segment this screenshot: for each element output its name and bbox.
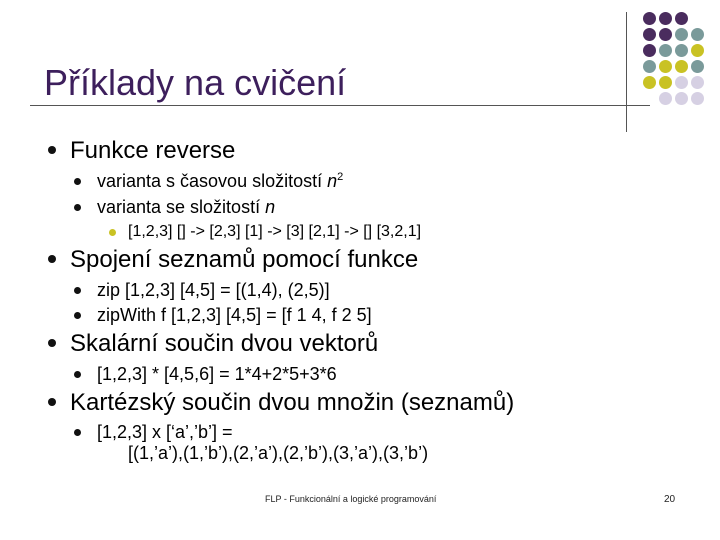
- dot-r2c1: [659, 44, 672, 57]
- bullet-text: Skalární součin dvou vektorů: [70, 330, 379, 357]
- bullet-text: [1,2,3] [] -> [2,3] [1] -> [3] [2,1] -> [] [3,2,1]: [128, 223, 422, 240]
- bullet-funkce-reverse: [70, 137, 235, 165]
- sub-bullet-zip: [97, 280, 330, 301]
- bullet-spojeni-seznamu: [70, 246, 418, 274]
- page-number: 20: [664, 494, 676, 505]
- sub-bullet-casova-slozitost: [97, 171, 343, 192]
- kartezsky-example-continuation: [(1,’a’),(1,’b’),(2,’a’),(2,’b’),(3,’a’),(3,’b’): [128, 443, 429, 463]
- variable-n: n: [265, 197, 276, 217]
- dot-r5c2: [675, 92, 688, 105]
- bullet-marker: [74, 178, 81, 185]
- dot-r3c2: [675, 60, 688, 73]
- dot-r0c1: [659, 12, 672, 25]
- bullet-skalarni-soucin: [70, 330, 378, 358]
- bullet-kartezsky-soucin: [70, 389, 514, 417]
- bullet-marker: [48, 339, 56, 347]
- dot-r2c0: [643, 44, 656, 57]
- dot-r1c3: [691, 28, 704, 41]
- bullet-marker: [48, 146, 56, 154]
- bullet-marker: [74, 312, 81, 319]
- dot-r4c1: [659, 76, 672, 89]
- dot-r1c0: [643, 28, 656, 41]
- bullet-marker: [74, 429, 81, 436]
- bullet-text: Funkce reverse: [70, 137, 236, 164]
- dot-r5c3: [691, 92, 704, 105]
- bullet-text: varianta se složitostí: [97, 197, 266, 217]
- bullet-text: zipWith f [1,2,3] [4,5] = [f 1 4, f 2 5]: [97, 305, 372, 325]
- bullet-text: Kartézský součin dvou množin (seznamů): [70, 389, 515, 416]
- title-divider-vertical: [626, 12, 627, 132]
- bullet-text: Spojení seznamů pomocí funkce: [70, 246, 419, 273]
- bullet-marker: [48, 255, 56, 263]
- bullet-text: zip [1,2,3] [4,5] = [(1,4), (2,5)]: [97, 280, 330, 300]
- bullet-marker: [74, 371, 81, 378]
- sub-bullet-skalarni-example: [97, 364, 337, 385]
- exponent: 2: [337, 171, 344, 183]
- sub-sub-bullet-reverse-trace: [128, 223, 421, 241]
- dot-r4c2: [675, 76, 688, 89]
- dot-r1c2: [675, 28, 688, 41]
- dot-r0c0: [643, 12, 656, 25]
- dot-r4c3: [691, 76, 704, 89]
- dot-r2c2: [675, 44, 688, 57]
- slide-title: Příklady na cvičení: [44, 62, 347, 103]
- bullet-marker: [48, 398, 56, 406]
- dot-r0c2: [675, 12, 688, 25]
- sub-bullet-zipwith: [97, 305, 372, 326]
- bullet-marker: [74, 287, 81, 294]
- bullet-text: varianta s časovou složitostí: [97, 171, 328, 191]
- title-divider-horizontal: [30, 105, 650, 106]
- bullet-text: [1,2,3] x [‘a’,’b’] =: [97, 422, 233, 442]
- sub-bullet-slozitost-n: [97, 197, 275, 218]
- dot-r5c1: [659, 92, 672, 105]
- bullet-marker: [74, 204, 81, 211]
- bullet-text: [1,2,3] * [4,5,6] = 1*4+2*5+3*6: [97, 364, 337, 384]
- variable-n: n: [327, 171, 338, 191]
- dot-r3c0: [643, 60, 656, 73]
- dot-r3c3: [691, 60, 704, 73]
- dot-r4c0: [643, 76, 656, 89]
- sub-bullet-kartezsky-example: [97, 422, 233, 443]
- dot-r3c1: [659, 60, 672, 73]
- footer-text: FLP - Funkcionální a logické programování: [265, 494, 437, 504]
- dot-r2c3: [691, 44, 704, 57]
- dot-r1c1: [659, 28, 672, 41]
- bullet-marker: [109, 229, 116, 236]
